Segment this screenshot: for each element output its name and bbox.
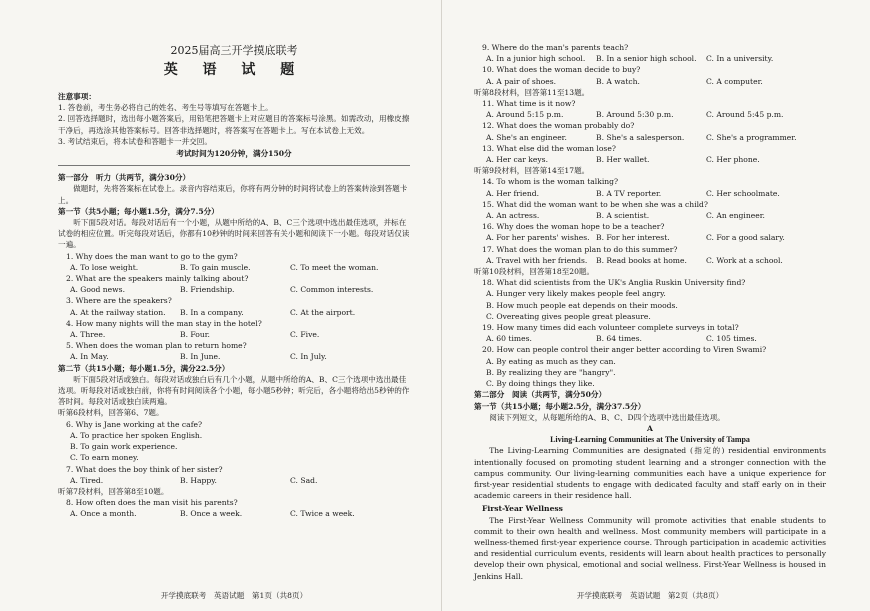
option: C. 105 times.	[706, 334, 757, 344]
listen-instruction-9: 听第9段材料，回答第14至17题。	[474, 166, 590, 176]
option: C. Sad.	[290, 475, 318, 485]
option: C. Common interests.	[290, 285, 374, 295]
option: B. Friendship.	[180, 285, 235, 295]
section2-intro: 听下面5段对话或独白。每段对话或独白后有几个小题，从题中所给的A、B、C三个选项中选出最佳选项。听每段对话或独白前，你将有时间阅读各个小题，每小题5秒钟；听完后，各小题将给出5秒钟的作答时间。每段对话或独白读两遍。	[58, 374, 410, 407]
option: C. To earn money.	[70, 453, 139, 463]
options-13	[474, 154, 826, 165]
option: B. Happy.	[180, 475, 217, 485]
option: C. To meet the woman.	[290, 262, 379, 272]
option: B. In a company.	[180, 307, 244, 317]
options-1	[58, 262, 410, 273]
section1-heading: 第一节（共5小题；每小题1.5分，满分7.5分）	[58, 206, 219, 216]
option: C. Five.	[290, 330, 320, 340]
option: C. In July.	[290, 352, 327, 362]
option: A. A pair of shoes.	[486, 76, 557, 86]
option: B. How much people eat depends on their moods.	[486, 300, 678, 310]
page-divider	[441, 0, 442, 611]
option: A. Once a month.	[70, 509, 137, 519]
part1-heading: 第一部分 听力（共两节，满分30分）	[58, 173, 191, 183]
option: A. To practice her spoken English.	[70, 430, 203, 440]
listen-instruction-7: 听第7段材料，回答第8至10题。	[58, 486, 169, 496]
option: A. Three.	[70, 330, 106, 340]
question-10: 10. What does the woman decide to buy?	[482, 65, 641, 75]
question-6: 6. Why is Jane working at the cafe?	[66, 419, 203, 429]
options-8	[58, 508, 410, 519]
exam-subject: 英 语 试 题	[163, 62, 305, 78]
question-7: 7. What does the boy think of her sister?	[66, 464, 223, 474]
options-17	[474, 255, 826, 266]
option: A. Hunger very likely makes people feel angry.	[486, 289, 666, 299]
question-1: 1. Why does the man want to go to the gym?	[66, 251, 238, 261]
option: A. Her friend.	[486, 188, 540, 198]
question-5: 5. When does the woman plan to return home?	[66, 341, 247, 351]
option: C. Overeating gives people great pleasure.	[486, 311, 651, 321]
option: A. Around 5:15 p.m.	[486, 110, 564, 120]
option: A. By eating as much as they can.	[486, 356, 616, 366]
options-11	[474, 109, 826, 120]
options-2	[58, 284, 410, 295]
option: B. By realizing they are "hangry".	[486, 367, 616, 377]
question-4: 4. How many nights will the man stay in the hotel?	[66, 318, 262, 328]
option: A. To lose weight.	[70, 262, 139, 272]
option: A. Good news.	[70, 285, 125, 295]
options-10	[474, 76, 826, 87]
options-4	[58, 329, 410, 340]
page-1	[58, 0, 410, 611]
part1-intro: 做题时，先将答案标在试卷上。录音内容结束后，你将有两分钟的时间将试卷上的答案转涂到答题卡上。	[58, 184, 408, 205]
exam-time: 考试时间为120分钟，满分150分	[176, 149, 292, 159]
question-15: 15. What did the woman want to be when she was a child?	[482, 199, 708, 209]
notice-item: 3. 考试结束后，将本试卷和答题卡一并交回。	[58, 136, 212, 146]
options-5	[58, 351, 410, 362]
listen-instruction-8: 听第8段材料，回答第11至13题。	[474, 87, 590, 97]
option: B. Around 5:30 p.m.	[596, 110, 674, 120]
option: B. She's a salesperson.	[596, 132, 685, 142]
passage-paragraph: The First-Year Wellness Community will promote activities that enable students to commit to their own health and wellness. Most community members will participate in a wellness-themed first-year experience course. Through participation in academic activities and residential curriculum events, residents will learn about health practices to personally develop their own physical, emotional and social wellness. First-Year Wellness is housed in Jenkins Hall.	[474, 515, 826, 581]
option: C. For a good salary.	[706, 233, 785, 243]
option: B. To gain work experience.	[70, 442, 178, 452]
option: B. In a senior high school.	[596, 54, 697, 64]
section2-heading: 第二节（共15小题；每小题1.5分，满分22.5分）	[58, 363, 230, 373]
option: A. In May.	[70, 352, 109, 362]
question-17: 17. What does the woman plan to do this summer?	[482, 244, 678, 254]
option: C. Work at a school.	[706, 255, 783, 265]
notice-heading: 注意事项：	[58, 92, 96, 101]
option: A. 60 times.	[486, 334, 532, 344]
option: B. Once a week.	[180, 509, 243, 519]
option: A. She's an engineer.	[486, 132, 567, 142]
option: B. Read books at home.	[596, 255, 687, 265]
options-14	[474, 188, 826, 199]
option: C. By doing things they like.	[486, 379, 595, 389]
option: C. Around 5:45 p.m.	[706, 110, 784, 120]
section3-intro: 阅读下列短文，从每题所给的A、B、C、D四个选项中选出最佳选项。	[489, 412, 725, 422]
section1-intro: 听下面5段对话。每段对话后有一个小题，从题中所给的A、B、C三个选项中选出最佳选项，并标在试卷的相应位置。听完每段对话后，你都有10秒钟的时间来回答有关小题和阅读下一小题。每段对话仅读一遍。	[58, 218, 410, 250]
passage-title: Living-Learning Communities at The University of Tampa	[550, 435, 750, 445]
question-18: 18. What did scientists from the UK's Anglia Ruskin University find?	[482, 278, 746, 288]
question-14: 14. To whom is the woman talking?	[482, 177, 619, 187]
option: A. At the railway station.	[70, 307, 166, 317]
option: C. A computer.	[706, 76, 763, 86]
notice-item: 1. 答卷前，考生务必将自己的姓名、考生号等填写在答题卡上。	[58, 103, 273, 113]
passage-letter: A	[647, 423, 653, 433]
option: B. In June.	[180, 352, 221, 362]
options-16	[474, 232, 826, 243]
option: A. In a junior high school.	[486, 54, 586, 64]
option: B. A TV reporter.	[596, 188, 662, 198]
exam-title: 2025届高三开学摸底联考	[170, 44, 298, 57]
option: C. Her schoolmate.	[706, 188, 780, 198]
divider-line	[58, 165, 410, 166]
question-13: 13. What else did the woman lose?	[482, 143, 616, 153]
question-16: 16. Why does the woman hope to be a teacher?	[482, 222, 665, 232]
option: B. Her wallet.	[596, 155, 650, 165]
options-12	[474, 132, 826, 143]
notice-item: 2. 回答选择题时，选出每小题答案后，用铅笔把答题卡上对应题目的答案标号涂黑。如需改动，用橡皮擦干净后，再选涂其他答案标号。回答非选择题时，将答案写在答题卡上。写在本试卷上无效。	[58, 114, 410, 135]
page-footer: 开学摸底联考 英语试题 第2页（共8页）	[576, 591, 724, 600]
option: B. A scientist.	[596, 211, 650, 221]
question-3: 3. Where are the speakers?	[66, 296, 172, 306]
question-11: 11. What time is it now?	[482, 99, 576, 109]
option: A. Tired.	[70, 475, 104, 485]
options-3	[58, 307, 410, 318]
options-19	[474, 333, 826, 344]
question-12: 12. What does the woman probably do?	[482, 121, 635, 131]
question-20: 20. How can people control their anger better according to Viren Swami?	[482, 345, 767, 355]
option: C. In a university.	[706, 54, 774, 64]
part2-heading: 第二部分 阅读（共两节，满分50分）	[474, 390, 607, 400]
question-19: 19. How many times did each volunteer complete surveys in total?	[482, 323, 739, 333]
option: C. Twice a week.	[290, 509, 355, 519]
section3-heading: 第一节（共15小题；每小题2.5分，满分37.5分）	[474, 401, 646, 411]
option: B. To gain muscle.	[180, 262, 251, 272]
option: B. Four.	[180, 330, 210, 340]
option: A. Travel with her friends.	[486, 255, 588, 265]
option: B. For her interest.	[596, 233, 670, 243]
options-15	[474, 210, 826, 221]
question-8: 8. How often does the man visit his parents?	[66, 498, 238, 508]
page-footer: 开学摸底联考 英语试题 第1页（共8页）	[160, 591, 308, 600]
page-2	[474, 0, 826, 611]
option: C. An engineer.	[706, 211, 765, 221]
option: A. An actress.	[486, 211, 540, 221]
option: C. At the airport.	[290, 307, 356, 317]
option: A. For her parents' wishes.	[486, 233, 590, 243]
listen-instruction-6: 听第6段材料，回答第6、7题。	[58, 408, 164, 418]
option: C. She's a programmer.	[706, 132, 797, 142]
option: B. 64 times.	[596, 334, 642, 344]
passage-paragraph: The Living-Learning Communities are designated (指定的) residential environments intentionally focused on promoting student learning and a stronger connection with the campus community. Our living-learning communities each have a unique experience for first-year residential students to engage with dedicated faculty and staff early on in their academic careers in their residence hall.	[474, 446, 826, 501]
question-2: 2. What are the speakers mainly talking about?	[66, 274, 249, 284]
option: B. A watch.	[596, 76, 640, 86]
option: A. Her car keys.	[486, 155, 548, 165]
passage-subheading: First-Year Wellness	[482, 504, 563, 514]
options-7	[58, 475, 410, 486]
listen-instruction-10: 听第10段材料，回答第18至20题。	[474, 267, 595, 277]
options-9	[474, 53, 826, 64]
question-9: 9. Where do the man's parents teach?	[482, 43, 629, 52]
option: C. Her phone.	[706, 155, 760, 165]
